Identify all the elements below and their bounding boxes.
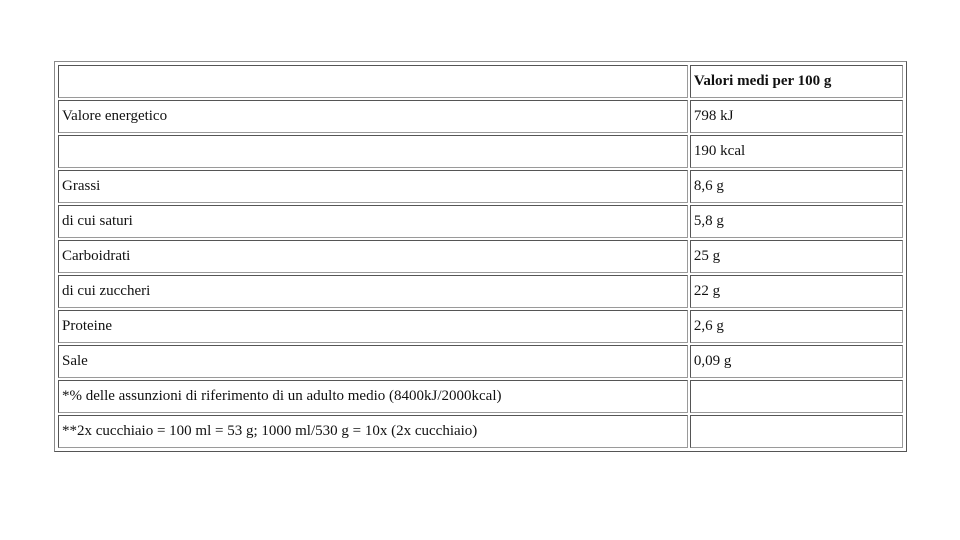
nutrient-value: 8,6 g [690,170,903,203]
footnote-serving-size: **2x cucchiaio = 100 ml = 53 g; 1000 ml/530 g = 10x (2x cucchiaio) [58,415,688,448]
nutrient-label: Valore energetico [58,100,688,133]
nutrient-label: Sale [58,345,688,378]
footnote-reference-intake: *% delle assunzioni di riferimento di un adulto medio (8400kJ/2000kcal) [58,380,688,413]
nutrient-value: 190 kcal [690,135,903,168]
nutrient-value: 5,8 g [690,205,903,238]
table-header-row [58,65,903,98]
table-row [58,170,903,203]
table-row [58,205,903,238]
table-row [58,240,903,273]
table-row [58,345,903,378]
table-row [58,380,903,413]
table-row [58,275,903,308]
table-row [58,100,903,133]
table-row [58,135,903,168]
nutrient-label: di cui saturi [58,205,688,238]
nutrient-value: 798 kJ [690,100,903,133]
table-row [58,415,903,448]
nutrient-label: Carboidrati [58,240,688,273]
header-cell-empty [58,65,688,98]
nutrient-value: 22 g [690,275,903,308]
nutrient-value: 0,09 g [690,345,903,378]
table-row [58,310,903,343]
nutrient-value: 25 g [690,240,903,273]
nutrient-label [58,135,688,168]
nutrient-label: Grassi [58,170,688,203]
nutrition-table [56,63,905,450]
nutrient-label: di cui zuccheri [58,275,688,308]
nutrient-label: Proteine [58,310,688,343]
header-cell-values: Valori medi per 100 g [690,65,903,98]
empty-value-cell [690,380,903,413]
empty-value-cell [690,415,903,448]
nutrient-value: 2,6 g [690,310,903,343]
nutrition-table-frame [54,61,907,452]
